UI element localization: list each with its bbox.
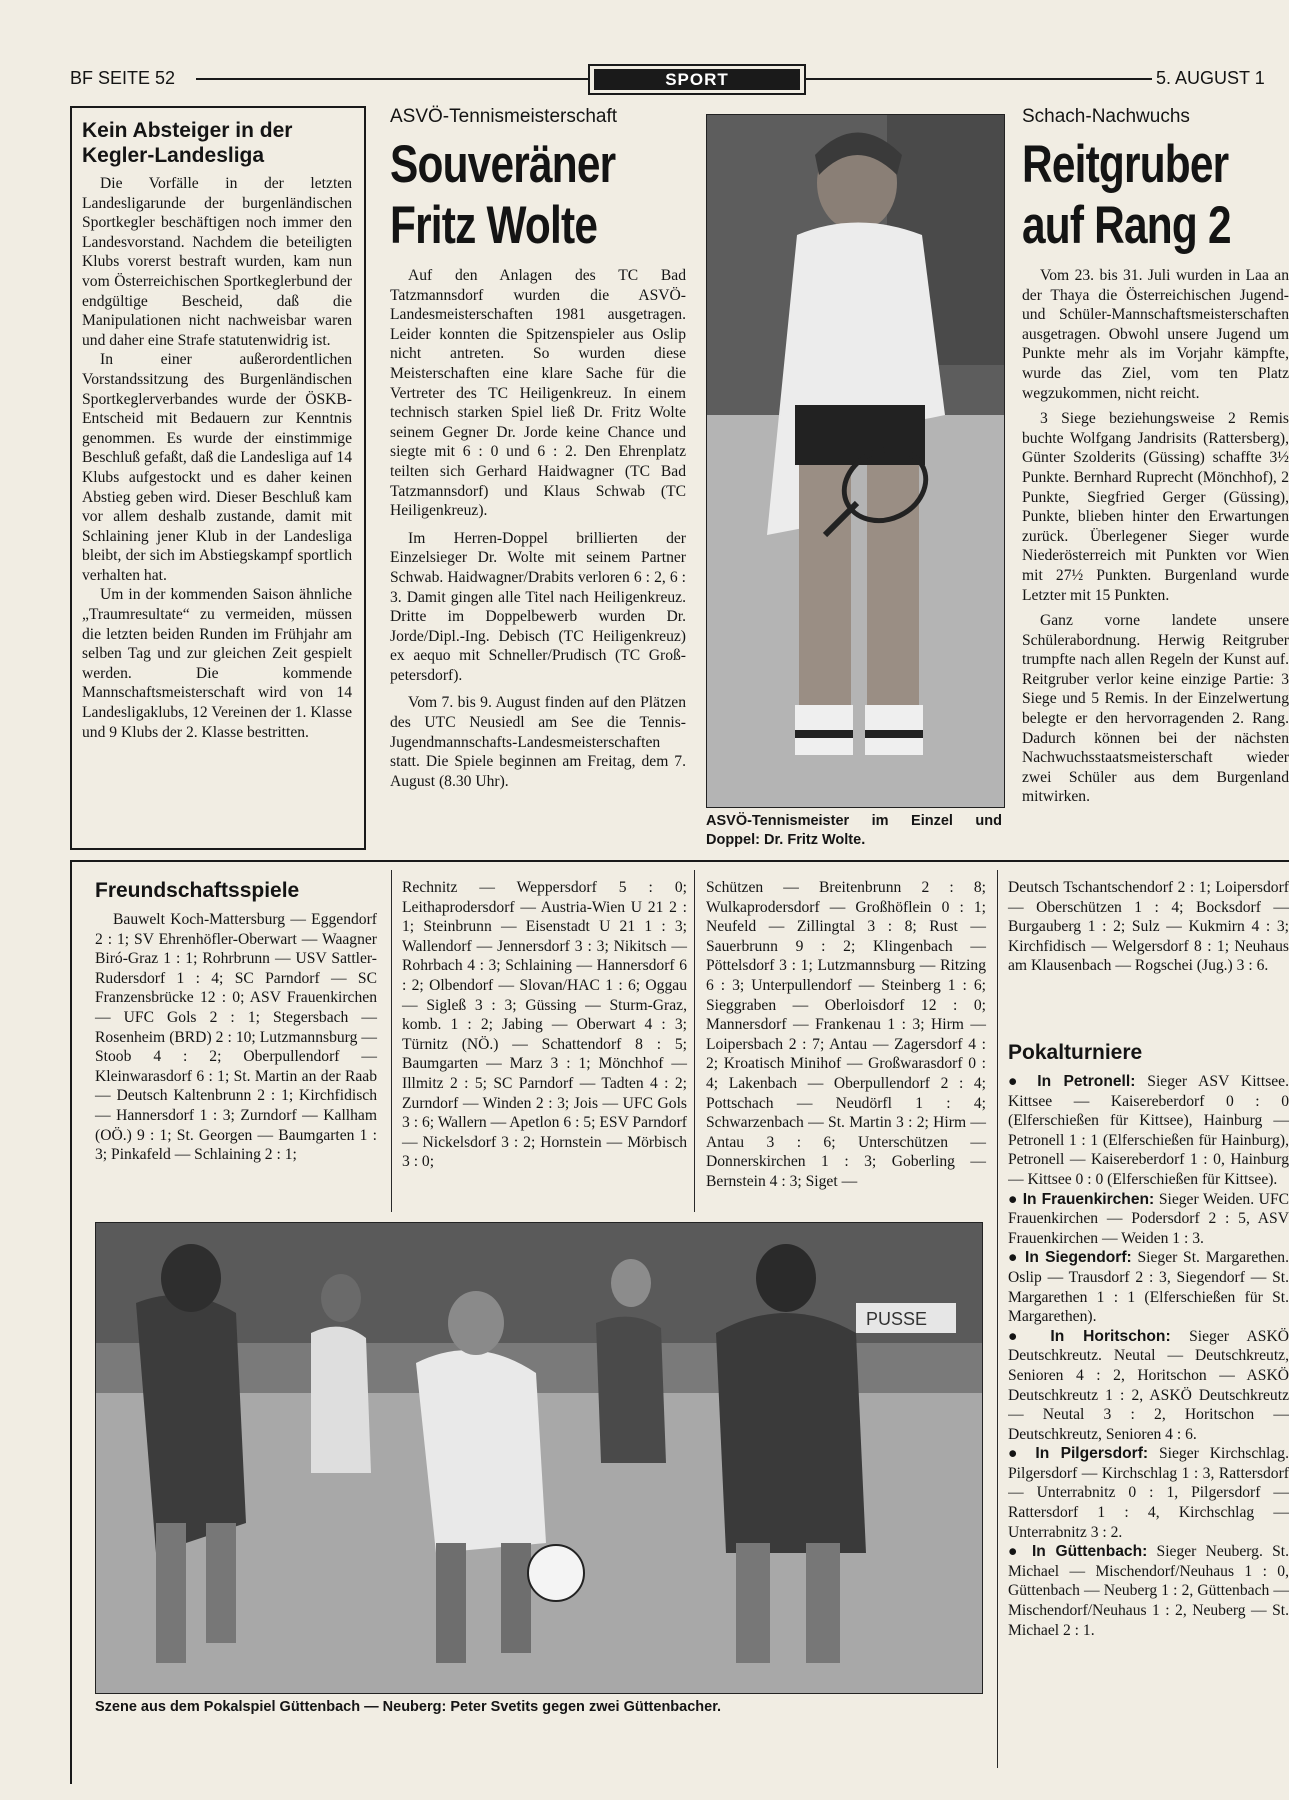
pokal-item [1008,1444,1289,1542]
pokal-item [1008,1248,1289,1326]
tennis-headline-line-1: Souveräner [390,135,616,194]
tennis-photo-caption: ASVÖ-Tennismeister im Einzel und Doppel: Dr. Fritz Wolte. [706,813,1002,848]
football-scene-illustration [96,1223,982,1693]
bullet-icon: ● [1008,1190,1019,1208]
schach-body [1022,266,1289,852]
bullet-icon: ● [1008,1543,1023,1561]
background-sign: PUSSE [866,1309,928,1329]
tennis-player-illustration [707,115,1004,807]
pokal-text: Sieger Neuberg. St. Michael — Mischendorf/Neuhaus 1 : 0, Güttenbach — Neuberg 1 : 2, Güttenbach — Mischendorf/Neuhaus 1 : 2, Neuberg — St. Michael 2 : 1. [1008,1543,1289,1639]
tennis-photo [706,114,1005,808]
tennis-headline-line-2: Fritz Wolte [390,196,598,255]
kegler-paragraph-3: Um in der kommenden Saison ähnliche „Traumresultate“ zu vermeiden, müssen die letzten beiden Runden im Frühjahr am selben Tag und zur gleichen Zeit gespielt werden. Die kommende Mannschaftsmeisterschaft wird von 14 Landesligaklubs, 12 Vereinen der 1. Klasse und 9 Klubs der 2. Klasse bestritten. [82,586,352,741]
bullet-icon: ● [1008,1073,1026,1090]
tennis-kicker: ASVÖ-Tennismeisterschaft [390,106,618,127]
freundschaft-results-1: Bauwelt Koch-Mattersburg — Eggendorf 2 : 1; SV Ehrenhöfler-Oberwart — Waagner Biró-Graz 1 : 1; Rohrbrunn — USV Sattler-Rudersdorf 1 : 4; SC Parndorf — SC Franzensbrücke 12 : 0; ASV Frauenkirchen — UFC Gols 2 : 1; Stegersbach — Rosenheim (BRD) 2 : 10; Lutzmannsburg — Stoob 4 : 2; Oberpullendorf — Kleinwarasdorf 6 : 1; St. Martin an der Raab — Deutsch Kaltenbrunn 2 : 1; Kirchfidisch — Hannersdorf 1 : 3; Zurndorf — Kallham (OÖ.) 9 : 1; St. Georgen — Baumgarten 1 : 3; Pinkafeld — Schlaining 2 : 1; [95,911,377,1164]
tennis-paragraph-1: Auf den Anlagen des TC Bad Tatzmannsdorf wurden die ASVÖ-Landesmeisterschaften 1981 ausgetragen. Leider konnten die Spitzenspieler aus Oslip nicht antreten. So wurden diese Meisterschaften eine klare Sache für die Vertreter des TC Heiligenkreuz. In einem technisch starken Spiel ließ Dr. Fritz Wolte seinem Gegner Dr. Jorde keine Chance und siegte mit 6 : 0 und 6 : 2. Den Ehrenplatz teilten sich Gerhard Haidwagner (TC Bad Tatzmannsdorf) und Klaus Schwab (TC Heiligenkreuz). [390,267,686,520]
bullet-icon: ● [1008,1249,1020,1267]
tennis-paragraph-3: Vom 7. bis 9. August finden auf den Plätzen des UTC Neusiedl am See die Tennis-Jugendmannschafts-Landesmeisterschaften statt. Die Spiele beginnen am Freitag, dem 7. August (8.30 Uhr). [390,694,686,790]
column-rule-1 [391,870,392,1212]
kegler-headline: Kein Absteiger in der Kegler-Landesliga [82,119,293,167]
kegler-paragraph-1: Die Vorfälle in der letzten Landesligarunde der burgenländischen Sportkegler beschäftigen noch immer den Landesvorstand. Nachdem die beteiligten Klubs vorerst bestraft wurden, kam nun vom Österreichischen Sportkeglerbund der endgültige Bescheid, daß die Manipulationen nicht nachweisbar waren und daher eine Strafe statutenwidrig ist. [82,175,352,349]
tennis-body [390,266,686,791]
freundschaft-col-3 [706,878,986,1192]
schach-paragraph-2: 3 Siege beziehungsweise 2 Remis buchte Wolfgang Jandrisits (Rattersberg), Günter Szolderits (Güssing) schaffte 3½ Punkte. Bernhard Ruprecht (Mönchhof), 2 Punkte, Siegfried Gerger (Güssing), Punkte, blieben hinter den Erwartungen zurück. Überlegener Sieger wurde Niederösterreich mit Punkten vor Wien mit 27½ Punkten. Burgenland wurde Letzter mit 15 Punkten. [1022,410,1289,604]
schach-kicker: Schach-Nachwuchs [1022,106,1190,127]
pokal-item [1008,1072,1289,1190]
freundschaft-results-3: Schützen — Breitenbrunn 2 : 8; Wulkaprodersdorf — Großhöflein 0 : 1; Neufeld — Zillingtal 3 : 8; Rust — Sauerbrunn 9 : 2; Klingenbach — Pöttelsdorf 3 : 1; Lutzmannsburg — Ritzing 6 : 3; Unterpullendorf — Steinberg 1 : 6; Sieggraben — Oberloisdorf 12 : 0; Mannersdorf — Frankenau 1 : 3; Hirm — Loipersbach 2 : 7; Antau — Zagersdorf 4 : 2; Kroatisch Minihof — Großwarasdorf 0 : 4; Lakenbach — Oberpullendorf 2 : 4; Pottschach — Neudörfl 1 : 4; Schwarzenbach — St. Martin 3 : 2; Hirm — Antau 3 : 6; Unterschützen — Donnerskirchen 1 : 3; Goberling — Bernstein 4 : 3; Siget — [706,879,986,1190]
schach-paragraph-3: Ganz vorne landete unsere Schülerabordnung. Herwig Reitgruber trumpfte nach allen Regeln der Kunst auf. Reitgruber verlor keine einzige Partie: 3 Siege und 5 Remis. In der Einzelwertung belegte er den hervorragenden 2. Rang. Dadurch können bei der nächsten Nachwuchsstaatsmeisterschaft wieder zwei Schüler aus dem Burgenland mitwirken. [1022,612,1289,806]
pokal-text: Sieger St. Margarethen. Oslip — Trausdorf 2 : 3, Siegendorf — St. Margarethen 1 : 1 (Elferschießen für St. Margarethen). [1008,1249,1289,1326]
tennis-paragraph-2: Im Herren-Doppel brillierten der Einzelsieger Dr. Wolte mit seinem Partner Schwab. Haidwagner/Drabits verloren 6 : 2, 6 : 3. Damit gingen alle Titel nach Heiligenkreuz. Dritte im Doppelbewerb wurden Dr. Jorde/Dipl.-Ing. Debisch (TC Heiligenkreuz) ex aequo mit Schneller/Prudisch (TC Groß-petersdorf). [390,529,686,684]
issue-date: 5. AUGUST 1 [1152,68,1289,89]
pokal-place: In Güttenbach: [1031,1543,1148,1561]
pokal-item [1008,1542,1289,1640]
page-number: BF SEITE 52 [66,68,179,89]
pokal-item [1008,1327,1289,1445]
pokal-place: In Horitschon: [1050,1327,1171,1345]
section-label: SPORT [594,69,800,90]
pokal-text: Sieger Kirchschlag. Pilgersdorf — Kirchschlag 1 : 3, Rattersdorf — Unterrabnitz 0 : 1, Pilgersdorf — Rattersdorf 1 : 4, Kirchschlag — Unterrabnitz 3 : 2. [1008,1445,1289,1541]
freundschaft-headline: Freundschaftsspiele [95,879,300,902]
column-rule-3 [997,870,998,1768]
pokal-place: In Petronell: [1037,1073,1136,1090]
section-label-box [588,64,806,95]
football-photo-caption: Szene aus dem Pokalspiel Güttenbach — Neuberg: Peter Svetits gegen zwei Güttenbacher. [95,1699,722,1715]
schach-headline-line-2: auf Rang 2 [1022,196,1231,255]
bullet-icon: ● [1008,1327,1032,1345]
schach-paragraph-1: Vom 23. bis 31. Juli wurden in Laa an der Thaya die Österreichischen Jugend- und Schüler-Mannschaftsmeisterschaften ausgetragen. Obwohl unsere Jugend um Punkte mehr als im Vorjahr kämpfte, wurde das Ziel, vom ten Platz wegzukommen, nicht reicht. [1022,267,1289,402]
pokal-place: In Pilgersdorf: [1035,1445,1149,1463]
schach-headline [1022,134,1289,256]
pokal-place: In Frauenkirchen: [1022,1190,1155,1208]
pokal-item [1008,1190,1289,1249]
tennis-headline [390,134,720,256]
header-rule-left [196,78,588,80]
freundschaft-results-4: Deutsch Tschantschendorf 2 : 1; Loipersdorf — Oberschützen 1 : 4; Bocksdorf — Burgauberg 1 : 2; Sulz — Kukmirn 4 : 3; Kirchfidisch — Welgersdorf 8 : 1; Neuhaus am Klausenbach — Rogschei (Jug.) 3 : 6. [1008,879,1289,975]
pokal-place: In Siegendorf: [1025,1249,1132,1267]
header-rule-right [802,78,1152,80]
pokal-text: Sieger ASV Kittsee. Kittsee — Kaisereberdorf 0 : 0 (Elferschießen für Kittsee), Hainburg — Petronell 1 : 1 (Elferschießen für Hainburg), Petronell — Kaisereberdorf 1 : 0, Hainburg — Kittsee 0 : 0 (Elferschießen für Kittsee). [1008,1073,1289,1188]
column-rule-2 [694,870,695,1212]
kegler-body [82,174,352,742]
bullet-icon: ● [1008,1445,1025,1463]
pokal-text: Sieger Weiden. UFC Frauenkirchen — Podersdorf 2 : 5, ASV Frauenkirchen — Weiden 1 : 3. [1008,1190,1289,1247]
freundschaft-col-2 [402,878,687,1172]
pokal-list [1008,1072,1289,1780]
pokal-headline: Pokalturniere [1008,1041,1143,1064]
freundschaft-col-4 [1008,878,1289,976]
football-photo [95,1222,983,1694]
kegler-article [70,106,366,850]
kegler-paragraph-2: In einer außerordentlichen Vorstandssitzung des Burgenländischen Sportkeglerverbandes wurde der ÖSKB-Entscheid mit Bedauern zur Kenntnis genommen. Es wurde der einstimmige Beschluß gefaßt, daß die Landesliga auf 14 Klubs aufgestockt und es daher keinen Abstieg geben wird. Dieser Beschluß kam vor allem deshalb zustande, damit mit Schlaining jener Klub in der Landesliga bleibt, der sich im Abstiegskampf sportlich verhalten hat. [82,351,352,584]
schach-headline-line-1: Reitgruber [1022,135,1229,194]
freundschaft-col-1 [95,910,377,1165]
pokal-text: Sieger ASKÖ Deutschkreutz. Neutal — Deutschkreutz, Senioren 4 : 2, Horitschon — ASKÖ Deutschkreutz 1 : 2, ASKÖ Deutschkreutz — Neutal 3 : 2, Horitschon — Deutschkreutz, Senioren 4 : 6. [1008,1327,1289,1443]
freundschaft-results-2: Rechnitz — Weppersdorf 5 : 0; Leithaprodersdorf — Austria-Wien U 21 2 : 1; Steinbrunn — Eisenstadt U 21 1 : 3; Wallendorf — Jennersdorf 3 : 3; Nikitsch — Rohrbach 4 : 3; Schlaining — Hannersdorf 6 : 2; Olbendorf — Slovan/HAC 1 : 6; Oggau — Sigleß 3 : 3; Güssing — Sturm-Graz, komb. 1 : 2; Jabing — Oberwart 4 : 3; Türnitz (NÖ.) — Schattendorf 8 : 5; Baumgarten — Marz 3 : 1; Mönchhof — Illmitz 2 : 5; SC Parndorf — Tadten 4 : 2; Zurndorf — Winden 2 : 3; Jois — UFC Gols 3 : 6; Wallern — Apetlon 6 : 5; ESV Parndorf — Nickelsdorf 3 : 2; Hornstein — Mörbisch 3 : 0; [402,879,687,1171]
